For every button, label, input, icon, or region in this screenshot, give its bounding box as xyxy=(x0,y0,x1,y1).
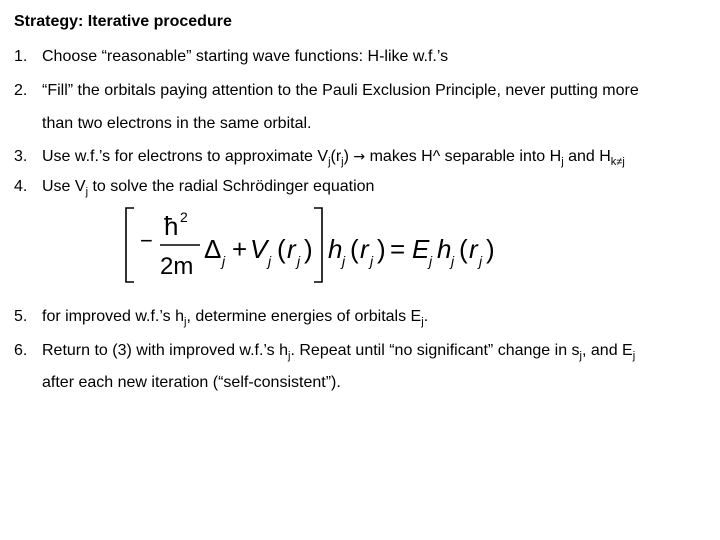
eq-wavefunction: h xyxy=(328,234,343,264)
eq-equals: = xyxy=(390,234,406,264)
item-text: (r xyxy=(330,148,342,165)
eq-wavefunction: h xyxy=(437,234,452,264)
eq-radius: r xyxy=(469,234,478,264)
item-text: Use w.f.’s for electrons to approximate V xyxy=(42,148,329,165)
radial-schrodinger-equation xyxy=(120,202,500,288)
eq-hbar: ħ xyxy=(164,211,179,241)
subscript: j xyxy=(183,316,187,328)
item-text: for improved w.f.’s h xyxy=(42,308,184,325)
eq-paren: ( xyxy=(459,234,468,264)
item-text: ) xyxy=(343,148,349,165)
list-item-4 xyxy=(14,178,374,196)
item-text: . xyxy=(423,308,429,325)
eq-plus: + xyxy=(232,234,248,264)
eq-subscript: j xyxy=(429,253,433,269)
eq-subscript: j xyxy=(370,253,374,269)
item-number: 6. xyxy=(14,342,28,359)
item-number: 2. xyxy=(14,82,28,99)
item-text: Return to (3) with improved w.f.’s h xyxy=(42,342,289,359)
list-item-6-continuation: after each new iteration (“self-consistent”). xyxy=(42,374,341,391)
eq-energy: E xyxy=(412,234,430,264)
left-bracket xyxy=(126,208,134,282)
eq-minus: − xyxy=(140,228,153,253)
right-arrow-icon: → xyxy=(353,149,366,165)
item-number: 5. xyxy=(14,308,28,325)
item-text: to solve the radial Schrödinger equation xyxy=(88,178,375,195)
subscript: k≠j xyxy=(610,156,625,168)
item-text: Choose “reasonable” starting wave functions: H-like w.f.’s xyxy=(42,48,449,65)
list-item-3 xyxy=(14,148,625,166)
eq-radius: r xyxy=(287,234,296,264)
list-item-6 xyxy=(14,342,635,360)
item-text: and H xyxy=(563,148,611,165)
eq-paren: ) xyxy=(377,234,386,264)
item-text: , determine energies of orbitals E xyxy=(186,308,422,325)
eq-subscript: j xyxy=(268,253,272,269)
eq-paren: ) xyxy=(486,234,495,264)
item-text: makes H^ separable into H xyxy=(365,148,562,165)
eq-radius: r xyxy=(360,234,369,264)
list-item-2-continuation: than two electrons in the same orbital. xyxy=(42,115,312,132)
eq-denominator: 2m xyxy=(160,253,194,280)
eq-subscript: j xyxy=(451,253,455,269)
item-text: , and E xyxy=(582,342,633,359)
eq-paren: ) xyxy=(304,234,313,264)
list-item-5 xyxy=(14,308,428,326)
slide-title: Strategy: Iterative procedure xyxy=(14,13,232,30)
eq-subscript: j xyxy=(222,253,226,269)
eq-laplacian: Δ xyxy=(204,234,222,264)
subscript: j xyxy=(561,156,564,168)
subscript: j xyxy=(288,350,291,362)
subscript: j xyxy=(579,350,582,362)
eq-subscript: j xyxy=(479,253,483,269)
list-item-2 xyxy=(14,82,639,100)
item-number: 4. xyxy=(14,178,28,195)
list-item-1 xyxy=(14,48,448,66)
item-text: “Fill” the orbitals paying attention to the Pauli Exclusion Principle, never putting more xyxy=(42,82,639,99)
subscript: j xyxy=(632,350,636,362)
eq-paren: ( xyxy=(277,234,286,264)
right-bracket xyxy=(314,208,322,282)
eq-subscript: j xyxy=(342,253,346,269)
subscript: j xyxy=(421,316,424,328)
eq-paren: ( xyxy=(350,234,359,264)
item-number: 1. xyxy=(14,48,28,65)
item-text: . Repeat until “no significant” change in s xyxy=(290,342,580,359)
eq-exponent: 2 xyxy=(180,209,188,225)
eq-potential: V xyxy=(250,234,268,264)
item-number: 3. xyxy=(14,148,28,165)
eq-subscript: j xyxy=(297,253,301,269)
subscript: j xyxy=(341,156,344,168)
item-text: Use V xyxy=(42,178,86,195)
subscript: j xyxy=(328,156,331,168)
subscript: j xyxy=(85,186,89,198)
